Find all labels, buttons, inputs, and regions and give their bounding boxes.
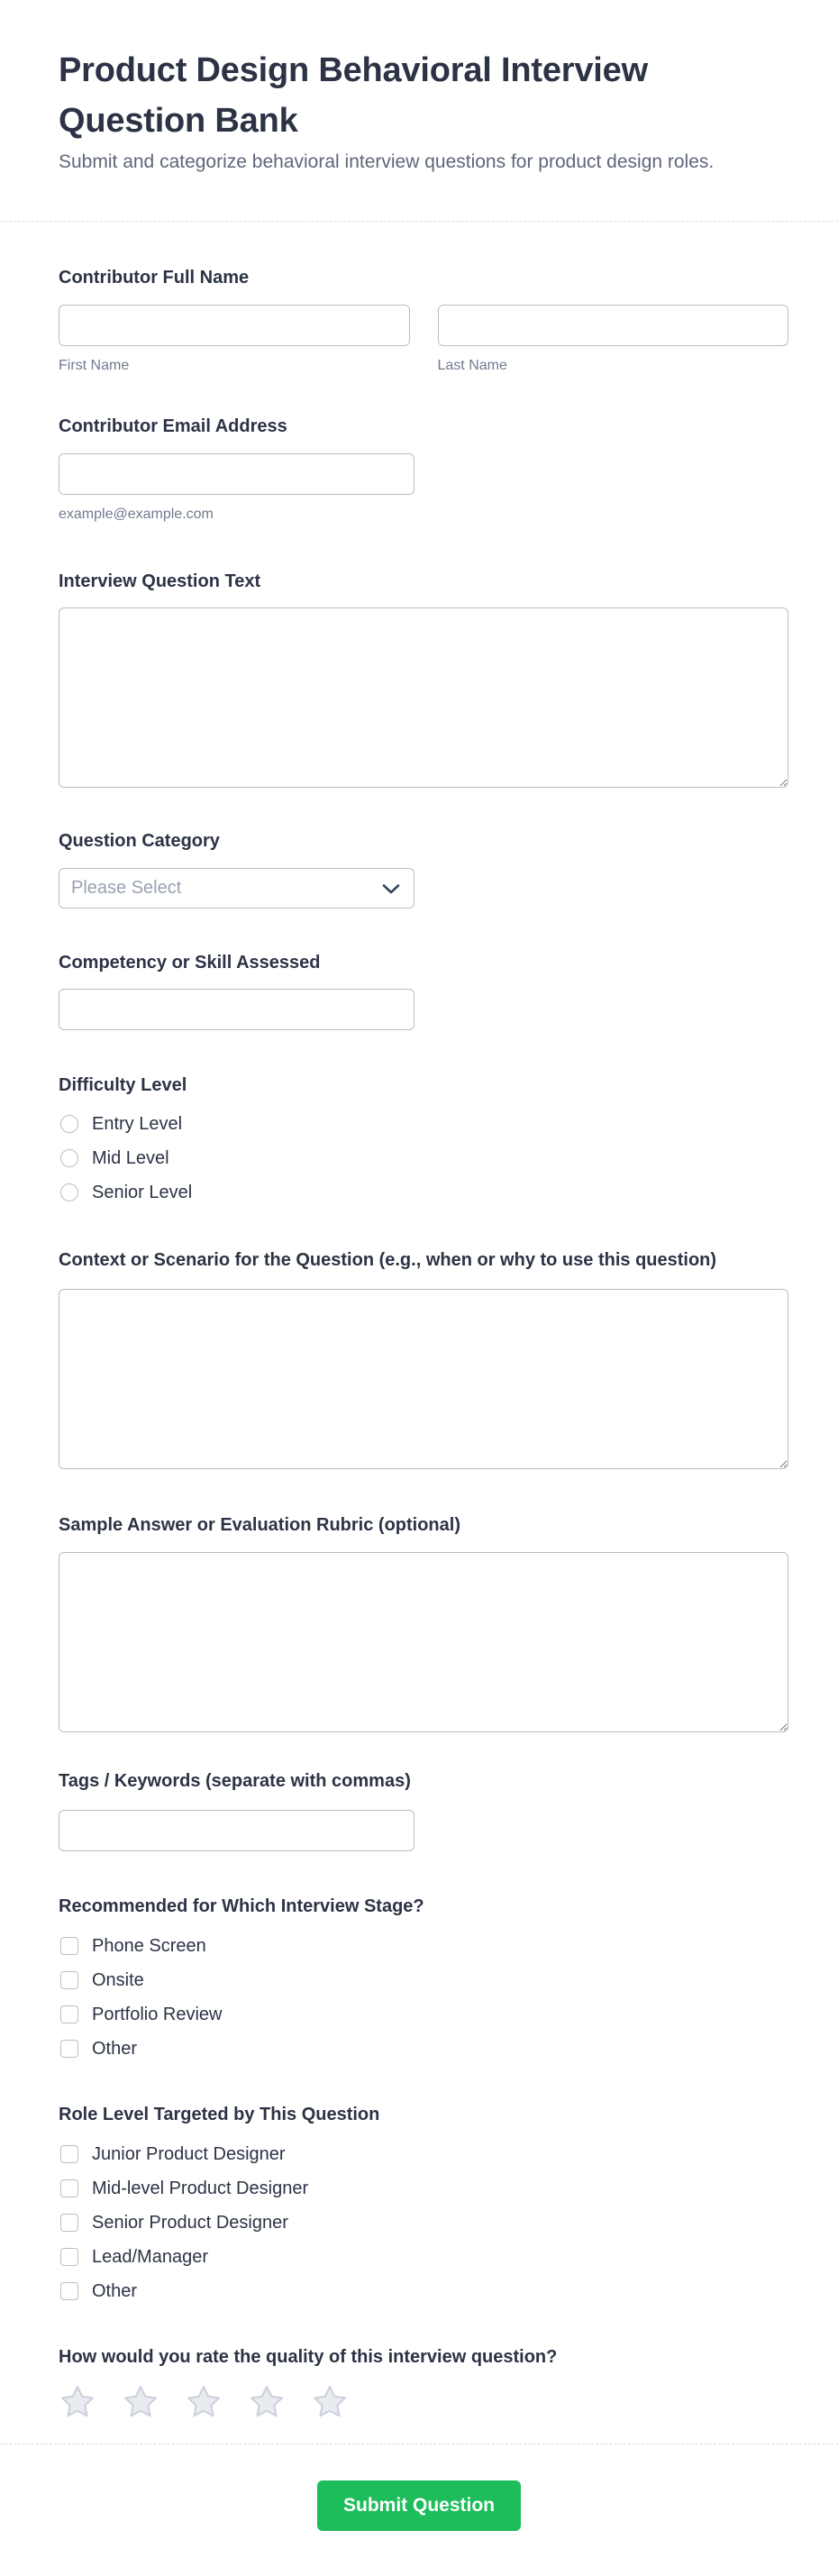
stage-option-portfolio-review[interactable] [59,2002,788,2027]
tags-label: Tags / Keywords (separate with commas) [59,1771,411,1791]
difficulty-option-label: Entry Level [92,1114,183,1134]
stage-label: Recommended for Which Interview Stage? [59,1896,424,1916]
field-contributor-full-name [59,265,788,375]
competency-input[interactable] [59,989,414,1030]
difficulty-option-label: Mid Level [92,1148,169,1168]
rating-star-3-icon[interactable] [185,2384,223,2420]
field-quality-rating [59,2344,788,2420]
context-label: Context or Scenario for the Question (e.g., when or why to use this question) [59,1250,717,1270]
checkbox-icon[interactable] [60,2040,78,2058]
first-name-column [59,305,410,375]
form-footer [0,2444,838,2576]
page-title: Product Design Behavioral Interview Question Bank [59,51,648,140]
sample-answer-label: Sample Answer or Evaluation Rubric (optional) [59,1515,460,1535]
rating-star-4-icon[interactable] [248,2384,286,2420]
page-subtitle: Submit and categorize behavioral interview questions for product design roles. [59,151,715,172]
checkbox-icon[interactable] [60,2179,78,2197]
role-level-label: Role Level Targeted by This Question [59,2105,380,2124]
radio-icon[interactable] [60,1183,78,1201]
checkbox-icon[interactable] [60,2005,78,2023]
field-competency [59,950,788,1030]
radio-icon[interactable] [60,1115,78,1133]
question-text-textarea[interactable] [59,607,788,788]
checkbox-icon[interactable] [60,1937,78,1955]
stage-option-label: Phone Screen [92,1936,206,1956]
stage-option-onsite[interactable] [59,1968,788,1993]
rating-star-5-icon[interactable] [311,2384,349,2420]
checkbox-icon[interactable] [60,2214,78,2232]
full-name-label: Contributor Full Name [59,268,250,288]
role-level-option-lead-manager[interactable] [59,2244,788,2270]
field-contributor-email [59,414,788,524]
checkbox-icon[interactable] [60,2282,78,2300]
role-level-option-label: Lead/Manager [92,2247,208,2267]
checkbox-icon[interactable] [60,2145,78,2163]
role-level-option-label: Junior Product Designer [92,2144,286,2164]
rating-star-1-icon[interactable] [59,2384,96,2420]
category-select-value: Please Select [71,878,182,898]
stage-checkbox-group [59,1933,788,2061]
role-level-option-other[interactable] [59,2279,788,2304]
email-label: Contributor Email Address [59,416,287,436]
difficulty-label: Difficulty Level [59,1075,187,1095]
email-sublabel: example@example.com [59,507,214,522]
sample-answer-textarea[interactable] [59,1552,788,1732]
checkbox-icon[interactable] [60,2248,78,2266]
field-question-category [59,828,788,909]
field-interview-stage [59,1894,788,2061]
form-body [0,222,838,2444]
submit-button[interactable]: Submit Question [317,2480,521,2531]
stage-option-label: Onsite [92,1970,144,1990]
role-level-option-mid-level-product-designer[interactable] [59,2176,788,2201]
stage-option-label: Portfolio Review [92,2005,223,2024]
stage-option-label: Other [92,2039,138,2059]
role-level-option-senior-product-designer[interactable] [59,2210,788,2235]
last-name-sublabel: Last Name [437,358,507,373]
role-level-checkbox-group [59,2142,788,2304]
difficulty-option-senior-level[interactable] [59,1180,788,1205]
difficulty-option-mid-level[interactable] [59,1146,788,1171]
field-tags-keywords [59,1768,788,1851]
rating-stars [59,2384,788,2420]
first-name-sublabel: First Name [59,358,130,373]
tags-input[interactable] [59,1810,414,1851]
role-level-option-label: Mid-level Product Designer [92,2179,309,2198]
role-level-option-label: Senior Product Designer [92,2213,288,2233]
contributor-last-name-input[interactable] [438,305,789,346]
field-difficulty-level [59,1073,788,1205]
chevron-down-icon [382,884,400,894]
name-grid [59,305,788,375]
stage-option-phone-screen[interactable] [59,1933,788,1959]
field-sample-answer [59,1512,788,1732]
last-name-column [438,305,789,375]
stage-option-other[interactable] [59,2036,788,2061]
field-context-scenario [59,1247,788,1469]
role-level-option-label: Other [92,2281,138,2301]
form-header [0,0,838,221]
context-textarea[interactable] [59,1289,788,1469]
difficulty-radio-group [59,1111,788,1205]
field-role-level [59,2102,788,2304]
role-level-option-junior-product-designer[interactable] [59,2142,788,2167]
rating-label: How would you rate the quality of this interview question? [59,2347,558,2367]
checkbox-icon[interactable] [60,1971,78,1989]
category-label: Question Category [59,831,220,851]
question-text-label: Interview Question Text [59,571,261,591]
contributor-first-name-input[interactable] [59,305,410,346]
difficulty-option-entry-level[interactable] [59,1111,788,1137]
radio-icon[interactable] [60,1149,78,1167]
category-select[interactable] [59,868,414,909]
rating-star-2-icon[interactable] [122,2384,159,2420]
difficulty-option-label: Senior Level [92,1183,193,1202]
field-interview-question-text [59,569,788,788]
contributor-email-input[interactable] [59,453,414,495]
competency-label: Competency or Skill Assessed [59,953,321,973]
